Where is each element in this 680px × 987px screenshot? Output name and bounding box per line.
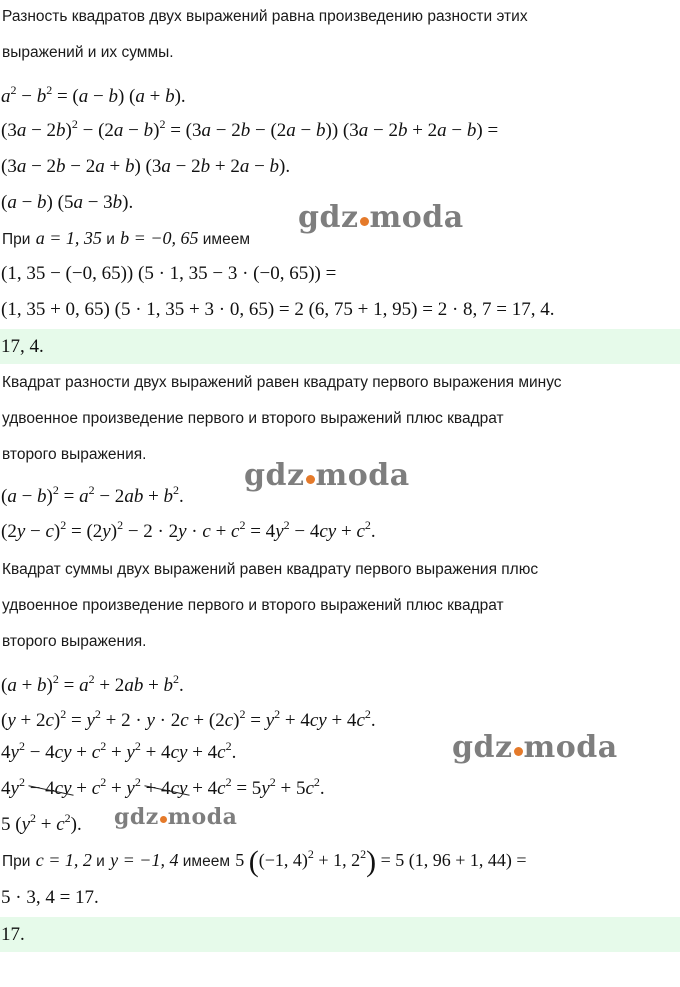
watermark-logo: gdz moda	[114, 804, 238, 830]
rule-text-line-5: второго выражения.	[2, 446, 147, 463]
value-y: y = −1, 4	[110, 850, 179, 870]
expression-step-7: $4y^2 - 4cy + c^2 + y^2 + 4cy + 4c^2 = 5y^2 + 5c^2$.	[1, 775, 325, 799]
pri-suffix-2: имеем	[178, 853, 235, 870]
substitution-line-2	[0, 845, 680, 878]
expression-step-1: $(3a - 2b)^2 - (2a - b)^2 = (3a - 2b - (2a - b))$ (3a − 2b + 2a − b) =	[1, 117, 499, 141]
calc-step-4: 5 · 3, 4 = 17.	[1, 887, 99, 908]
expression-step-6: $4y^2 - 4cy + c^2 + y^2 + 4cy + 4c^2$.	[1, 739, 237, 763]
expression-step-5: $(y + 2c)^2 = y^2 + 2 \cdot y \cdot 2c + (2c)^2 = y^2 + 4cy + 4c^2$.	[1, 707, 376, 731]
pri-and-2: и	[91, 853, 110, 870]
formula-square-of-sum: $(a + b)^2 = a^2 + 2ab + b^2$.	[1, 672, 184, 696]
calc-step-3: 5 ((−1, 4)$^2$ + 1, $2^2) = 5$ (1, 96 + 1, 44) =	[235, 845, 527, 878]
pri-suffix: имеем	[198, 231, 250, 248]
expression-step-2: (3a − 2b − 2a + b) (3a − 2b + 2a − b).	[1, 156, 291, 177]
rule-text-line-6: Квадрат суммы двух выражений равен квадрату первого выражения плюс	[2, 561, 539, 578]
answer-box-2: 17.	[0, 917, 680, 952]
rule-text-line-1: Разность квадратов двух выражений равна произведению разности этих	[2, 8, 528, 25]
calc-step-2: (1, 35 + 0, 65) (5 · 1, 35 + 3 · 0, 65) = 2 (6, 75 + 1, 95) = 2 · 8, 7 = 17, 4.	[1, 299, 555, 320]
cancelled-term-1: − 4cy	[29, 778, 72, 799]
watermark-logo: gdz moda	[452, 730, 618, 765]
rule-text-line-7: удвоенное произведение первого и второго выражений плюс квадрат	[2, 597, 504, 614]
value-a: a = 1, 35	[35, 228, 102, 248]
value-b: b = −0, 65	[120, 228, 199, 248]
rule-text-line-3: Квадрат разности двух выражений равен квадрату первого выражения минус	[2, 374, 562, 391]
calc-step-1: (1, 35 − (−0, 65)) (5 · 1, 35 − 3 · (−0, 65)) =	[1, 263, 337, 284]
expression-step-4: $(2y - c)^2 = (2y)^2 - 2 \cdot 2y \cdot c + c^2 = 4y^2 - 4cy + c^2$.	[1, 518, 376, 542]
pri-prefix: При	[2, 231, 35, 248]
rule-text-line-8: второго выражения.	[2, 633, 147, 650]
formula-difference-of-squares: $a^2 - b^2 = (a - b) (a + b)$.	[1, 83, 186, 107]
pri-and: и	[101, 231, 120, 248]
rule-text-line-2: выражений и их суммы.	[2, 44, 174, 61]
expression-step-8: 5 $(y^2 + c^2)$.	[1, 811, 82, 835]
answer-box-1: 17, 4.	[0, 329, 680, 364]
value-c: c = 1, 2	[35, 850, 92, 870]
cancelled-term-2: + 4cy	[145, 778, 188, 799]
rule-text-line-4: удвоенное произведение первого и второго выражений плюс квадрат	[2, 410, 504, 427]
watermark-logo: gdz moda	[244, 458, 410, 493]
pri-prefix-2: При	[2, 853, 35, 870]
formula-square-of-difference: $(a - b)^2 = a^2 - 2ab + b^2$.	[1, 483, 184, 507]
expression-step-3: (a − b) (5a − 3b).	[1, 192, 134, 213]
watermark-logo: gdz moda	[298, 200, 464, 235]
